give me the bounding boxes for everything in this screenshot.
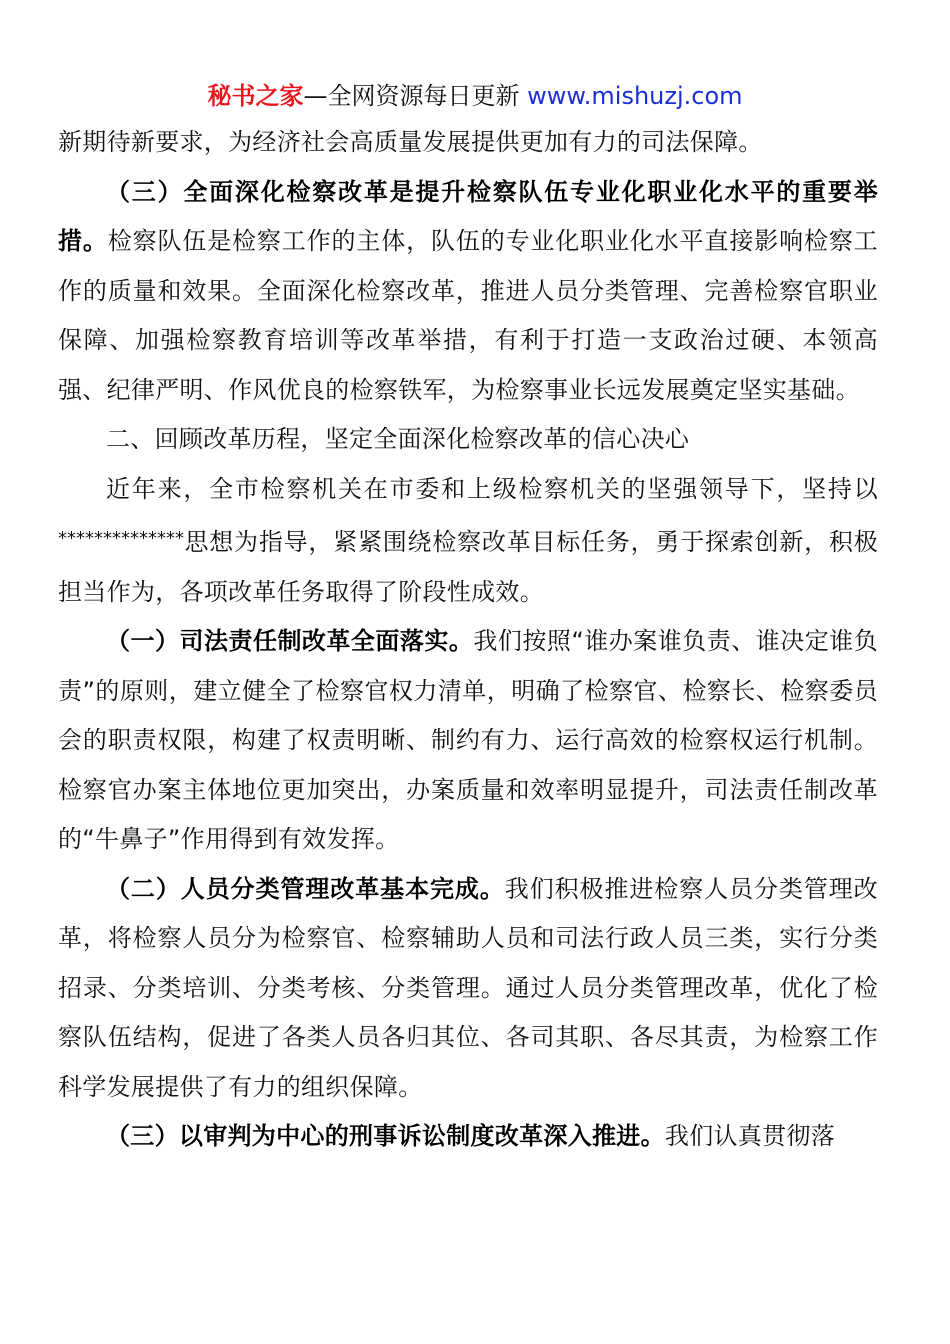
section-paragraph-3b — [58, 1112, 878, 1162]
paragraph-text: 我们按照“谁办案谁负责、谁决定谁负责”的原则，建立健全了检察官权力清单，明确了检察官、检察长、检察委员会的职责权限，构建了权责明晰、制约有力、运行高效的检察权运行机制。检察官办案主体地位更加突出，办案质量和效率明显提升，司法责任制改革的“牛鼻子”作用得到有效发挥。 — [58, 627, 878, 853]
paragraph-text: 思想为指导，紧紧围绕检察改革目标任务，勇于探索创新，积极担当作为，各项改革任务取得了阶段性成效。 — [58, 528, 878, 606]
paragraph-continuation — [58, 118, 878, 168]
redacted-stars: ************** — [58, 528, 184, 549]
paragraph-text: 我们认真贯彻落 — [664, 1122, 836, 1150]
chapter-heading-text: 二、回顾改革历程，坚定全面深化检察改革的信心决心 — [106, 425, 690, 453]
section-paragraph-3 — [58, 168, 878, 416]
section-heading-bold: （二）人员分类管理改革基本完成。 — [106, 874, 505, 903]
paragraph-text: 我们积极推进检察人员分类管理改革，将检察人员分为检察官、检察辅助人员和司法行政人员三类，实行分类招录、分类培训、分类考核、分类管理。通过人员分类管理改革，优化了检察队伍结构，促进了各类人员各归其位、各司其职、各尽其责，为检察工作科学发展提供了有力的组织保障。 — [58, 874, 878, 1101]
section-heading-bold: （三）全面深化检察改革是提升检察队伍专业化职业化水平的重要举措。 — [58, 177, 878, 255]
chapter-heading — [58, 415, 878, 465]
header-tagline: —全网资源每日更新 — [303, 82, 520, 110]
section-paragraph-1 — [58, 617, 878, 865]
paragraph-text: 新期待新要求，为经济社会高质量发展提供更加有力的司法保障。 — [58, 128, 763, 156]
page-header — [0, 80, 950, 112]
document-body — [58, 118, 878, 1162]
section-paragraph-2 — [58, 865, 878, 1113]
brand-name: 秘书之家 — [207, 82, 304, 110]
paragraph-text: 近年来，全市检察机关在市委和上级检察机关的坚强领导下，坚持以 — [106, 474, 878, 503]
intro-paragraph — [58, 465, 878, 618]
section-heading-bold: （三）以审判为中心的刑事诉讼制度改革深入推进。 — [106, 1122, 665, 1150]
site-url-link[interactable]: www.mishuzj.com — [527, 82, 743, 110]
paragraph-text: 检察队伍是检察工作的主体，队伍的专业化职业化水平直接影响检察工作的质量和效果。全面深化检察改革，推进人员分类管理、完善检察官职业保障、加强检察教育培训等改革举措，有利于打造一支政治过硬、本领高强、纪律严明、作风优良的检察铁军，为检察事业长远发展奠定坚实基础。 — [58, 227, 878, 404]
section-heading-bold: （一）司法责任制改革全面落实。 — [106, 627, 474, 655]
